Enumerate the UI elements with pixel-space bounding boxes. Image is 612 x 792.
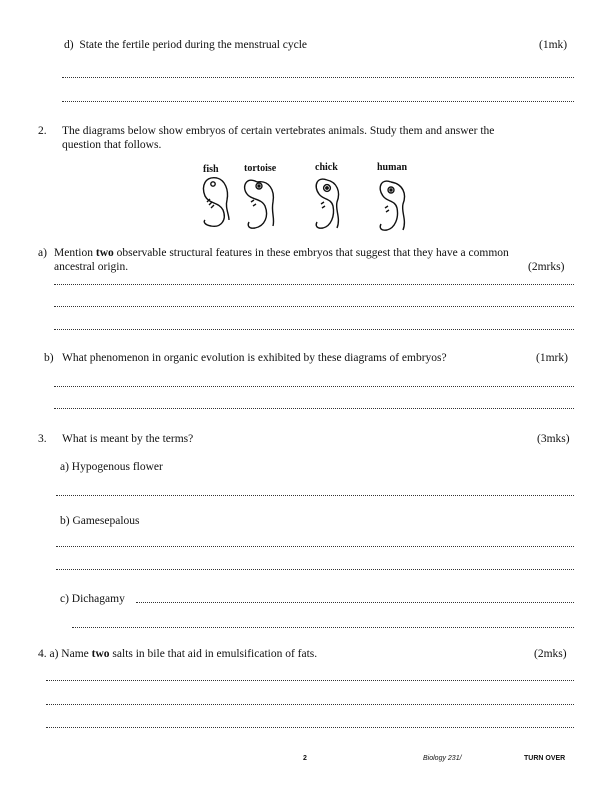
answer-line[interactable] <box>62 77 574 78</box>
q4-text <box>38 647 317 661</box>
q1d-marks: (1mk) <box>539 39 568 51</box>
chick-embryo-drawing <box>316 179 338 228</box>
answer-line[interactable] <box>54 306 574 307</box>
embryo-label-fish: fish <box>203 164 219 175</box>
q2a-label: a) <box>38 247 47 259</box>
q4-text-after: salts in bile that aid in emulsification of fats. <box>109 648 318 660</box>
answer-line[interactable] <box>54 408 574 409</box>
q2b-label: b) <box>44 352 54 364</box>
q2-intro-line1: The diagrams below show embryos of certain vertebrates animals. Study them and answer the <box>62 125 495 137</box>
q2a-bold: two <box>95 247 114 259</box>
q3-marks: (3mks) <box>537 433 570 445</box>
answer-line[interactable] <box>46 680 574 681</box>
q4-prefix: 4. a) Name <box>38 648 92 660</box>
q2a-line2: ancestral origin. <box>54 261 129 273</box>
answer-line[interactable] <box>56 495 574 496</box>
answer-line[interactable] <box>54 284 574 285</box>
q2-intro-line2: question that follows. <box>62 139 162 151</box>
answer-line[interactable] <box>56 569 574 570</box>
q2a-text <box>54 246 509 260</box>
q4-marks: (2mks) <box>534 648 567 660</box>
fish-embryo-drawing <box>204 178 230 227</box>
tortoise-embryo-drawing <box>245 180 274 228</box>
embryo-diagrams <box>195 172 425 234</box>
q1d-question <box>64 38 307 52</box>
answer-line[interactable] <box>46 727 574 728</box>
q2a-marks: (2mrks) <box>528 261 565 273</box>
embryo-label-chick: chick <box>315 162 338 173</box>
q2-number: 2. <box>38 125 47 137</box>
human-embryo-drawing <box>380 181 404 230</box>
answer-line[interactable] <box>46 704 574 705</box>
answer-line[interactable] <box>62 101 574 102</box>
q3-number: 3. <box>38 433 47 445</box>
q4-bold: two <box>91 648 110 660</box>
q2b-text: What phenomenon in organic evolution is exhibited by these diagrams of embryos? <box>62 352 447 364</box>
answer-line[interactable] <box>54 386 574 387</box>
embryo-label-tortoise: tortoise <box>244 163 277 174</box>
q2b-marks: (1mrk) <box>536 352 568 364</box>
q3-text: What is meant by the terms? <box>62 433 194 445</box>
q2a-text-before: Mention <box>54 247 96 259</box>
page-number: 2 <box>303 755 307 762</box>
q1d-label: d) <box>64 39 74 51</box>
answer-line[interactable] <box>54 329 574 330</box>
footer-subject: Biology 231/ <box>423 755 462 762</box>
q3c-text: c) Dichagamy <box>60 593 125 605</box>
q3b-text: b) Gamesepalous <box>60 515 140 527</box>
q1d-text: State the fertile period during the menstrual cycle <box>79 39 308 51</box>
answer-line[interactable] <box>136 602 574 603</box>
embryo-label-human: human <box>377 162 408 173</box>
q2a-text-after: observable structural features in these embryos that suggest that they have a common <box>113 247 509 259</box>
q3a-text: a) Hypogenous flower <box>60 461 163 473</box>
footer-turn-over: TURN OVER <box>524 755 566 762</box>
answer-line[interactable] <box>72 627 574 628</box>
answer-line[interactable] <box>56 546 574 547</box>
